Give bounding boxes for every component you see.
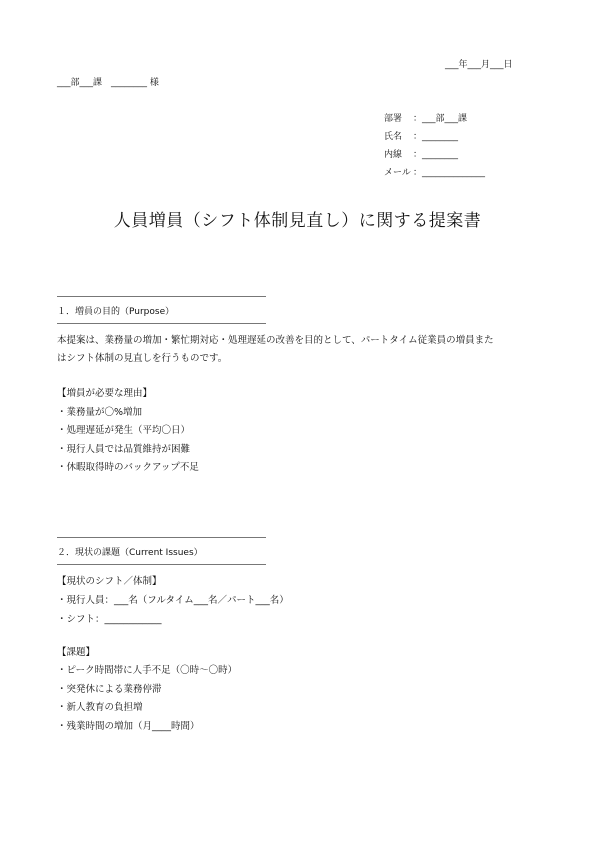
shift-item: ・現行人員：___名（フルタイム___名／パート___名） bbox=[57, 595, 289, 606]
sender-dept-label: 部署 bbox=[384, 114, 403, 124]
sender-mail-value: ：______________ bbox=[413, 168, 486, 178]
section1-paragraph-line2: はシフト体制の見直しを行うものです。 bbox=[57, 353, 228, 364]
reason-item: ・業務量が〇%増加 bbox=[57, 407, 143, 418]
issue-item: ・新人教育の負担増 bbox=[57, 702, 143, 713]
issue-item: ・残業時間の増加（月____時間） bbox=[57, 721, 200, 732]
sender-name-label: 氏名 bbox=[384, 132, 403, 142]
section2-top-rule bbox=[57, 537, 266, 538]
issues-heading: 【課題】 bbox=[57, 647, 96, 658]
section1-heading: １．増員の目的（Purpose） bbox=[57, 307, 175, 317]
reasons-heading: 【増員が必要な理由】 bbox=[57, 388, 153, 399]
section2-bottom-rule bbox=[57, 564, 266, 565]
addressee: ___部___課 ________ 様 bbox=[57, 78, 159, 88]
sender-dept-value: ：___部___課 bbox=[413, 114, 468, 124]
date-line: ___年___月___日 bbox=[445, 60, 513, 70]
sender-name-value: ：________ bbox=[413, 132, 459, 142]
sender-ext-value: ：________ bbox=[413, 150, 459, 160]
section2-heading: ２．現状の課題（Current Issues） bbox=[57, 548, 203, 558]
issue-item: ・突発休による業務停滞 bbox=[57, 684, 162, 695]
shift-heading: 【現状のシフト／体制】 bbox=[57, 576, 162, 587]
reason-item: ・休暇取得時のバックアップ不足 bbox=[57, 462, 199, 473]
sender-mail-label: メール bbox=[384, 168, 411, 178]
issue-item: ・ピーク時間帯に人手不足（〇時～〇時） bbox=[57, 665, 238, 676]
shift-item: ・シフト：____________ bbox=[57, 614, 162, 625]
section1-paragraph-line1: 本提案は、業務量の増加・繁忙期対応・処理遅延の改善を目的として、パートタイム従業員の増員また bbox=[57, 335, 494, 346]
section1-bottom-rule bbox=[57, 323, 266, 324]
section1-top-rule bbox=[57, 296, 266, 297]
reason-item: ・処理遅延が発生（平均〇日） bbox=[57, 425, 191, 436]
sender-ext-label: 内線 bbox=[384, 150, 403, 160]
reason-item: ・現行人員では品質維持が困難 bbox=[57, 444, 191, 455]
document-title: 人員増員（シフト体制見直し）に関する提案書 bbox=[113, 211, 482, 231]
